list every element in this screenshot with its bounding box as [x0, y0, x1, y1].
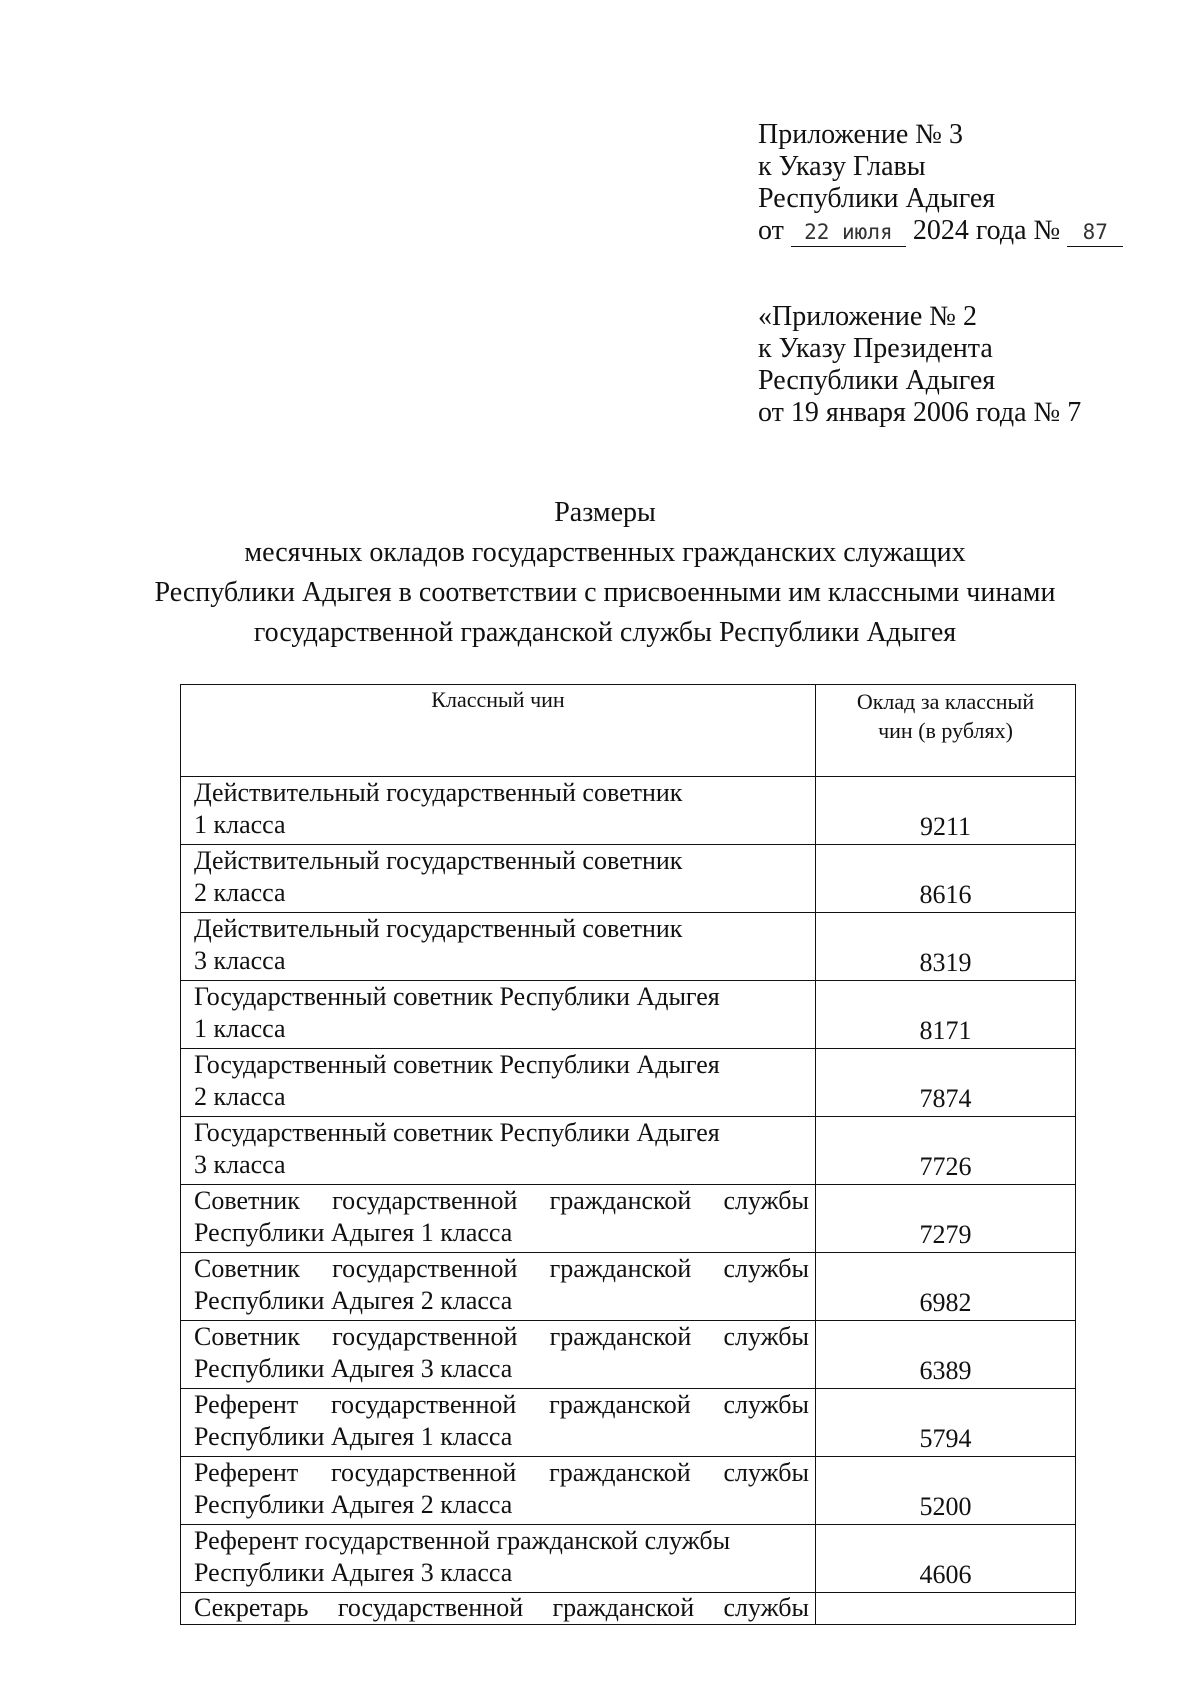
rank-line1: Действительный государственный советник	[194, 914, 683, 943]
salary-cell: 5200	[816, 1457, 1076, 1525]
table-header-row	[181, 685, 1076, 777]
rank-cell	[181, 1117, 816, 1185]
rank-cell	[181, 1049, 816, 1117]
salary-cell: 5794	[816, 1389, 1076, 1457]
rank-line1: Советник государственной гражданской службы	[194, 1186, 809, 1215]
rank-cell	[181, 777, 816, 845]
from-prefix: от	[758, 215, 784, 246]
salary-cell: 6982	[816, 1253, 1076, 1321]
rank-line1: Референт государственной гражданской службы	[194, 1458, 809, 1487]
appendix-3-header	[758, 119, 1123, 247]
title-line4: государственной гражданской службы Республики Адыгея	[253, 617, 957, 648]
rank-line2: Республики Адыгея 3 класса	[194, 1558, 513, 1587]
rank-line1: Советник государственной гражданской службы	[194, 1322, 809, 1351]
table-row	[181, 1049, 1076, 1117]
rank-line2: 1 класса	[194, 810, 286, 839]
rank-line2: Республики Адыгея 3 класса	[194, 1354, 513, 1383]
document-title	[150, 493, 1060, 653]
handwritten-date: 22 июля	[804, 220, 893, 244]
rank-cell	[181, 981, 816, 1049]
salary-cell: 4606	[816, 1525, 1076, 1593]
title-line1: Размеры	[554, 497, 656, 528]
rank-cell	[181, 913, 816, 981]
appendix-3-date-line	[758, 215, 1123, 247]
rank-line1: Референт государственной гражданской службы	[194, 1390, 809, 1419]
column-header-rank: Классный чин	[181, 685, 816, 777]
column-header-salary	[816, 685, 1076, 777]
number-blank	[1067, 219, 1123, 247]
appendix-2-line1: «Приложение № 2	[758, 301, 977, 332]
appendix-2-line2: к Указу Президента	[758, 333, 993, 364]
year-text: 2024 года №	[912, 215, 1061, 246]
rank-line1: Действительный государственный советник	[194, 846, 683, 875]
column-header-salary-line2: чин (в рублях)	[878, 718, 1013, 743]
table-row	[181, 1321, 1076, 1389]
salary-cell: 6389	[816, 1321, 1076, 1389]
rank-line2: Республики Адыгея 1 класса	[194, 1422, 513, 1451]
table-row	[181, 1457, 1076, 1525]
salary-cell: 7874	[816, 1049, 1076, 1117]
rank-cell	[181, 1457, 816, 1525]
salary-cell: 7279	[816, 1185, 1076, 1253]
salary-cell: 9211	[816, 777, 1076, 845]
rank-cell	[181, 1321, 816, 1389]
rank-line2: 2 класса	[194, 878, 286, 907]
rank-cell	[181, 1253, 816, 1321]
table-row	[181, 1525, 1076, 1593]
rank-line2: 3 класса	[194, 1150, 286, 1179]
table-row	[181, 1389, 1076, 1457]
salary-cell: 8171	[816, 981, 1076, 1049]
rank-line1: Государственный советник Республики Адыгея	[194, 982, 720, 1011]
rank-line1: Референт государственной гражданской службы	[194, 1526, 731, 1555]
salary-cell-empty	[816, 1593, 1076, 1625]
rank-line1: Государственный советник Республики Адыгея	[194, 1050, 720, 1079]
appendix-3-line2: к Указу Главы	[758, 151, 926, 182]
handwritten-number: 87	[1082, 220, 1108, 244]
table-row	[181, 1117, 1076, 1185]
rank-line1: Советник государственной гражданской службы	[194, 1254, 809, 1283]
table-row	[181, 1253, 1076, 1321]
appendix-2-header	[758, 301, 1081, 429]
title-line2: месячных окладов государственных гражданских служащих	[244, 537, 966, 568]
salary-table	[180, 684, 1076, 1625]
table-row	[181, 845, 1076, 913]
rank-line2: 1 класса	[194, 1014, 286, 1043]
rank-line2: 3 класса	[194, 946, 286, 975]
table-row	[181, 1185, 1076, 1253]
table-row	[181, 981, 1076, 1049]
rank-cell	[181, 1389, 816, 1457]
rank-line1: Государственный советник Республики Адыгея	[194, 1118, 720, 1147]
appendix-2-line4: от 19 января 2006 года № 7	[758, 397, 1082, 428]
rank-cell	[181, 1593, 816, 1625]
rank-line1: Секретарь государственной гражданской службы	[194, 1593, 809, 1622]
rank-line2: Республики Адыгея 2 класса	[194, 1490, 513, 1519]
salary-cell: 8616	[816, 845, 1076, 913]
appendix-3-line1: Приложение № 3	[758, 119, 963, 150]
rank-cell	[181, 1185, 816, 1253]
rank-cell	[181, 1525, 816, 1593]
rank-line2: Республики Адыгея 2 класса	[194, 1286, 513, 1315]
appendix-2-line3: Республики Адыгея	[758, 365, 996, 396]
rank-line2: 2 класса	[194, 1082, 286, 1111]
rank-line1: Действительный государственный советник	[194, 778, 683, 807]
table-row	[181, 913, 1076, 981]
appendix-3-line3: Республики Адыгея	[758, 183, 996, 214]
date-blank	[791, 219, 906, 247]
table-row	[181, 777, 1076, 845]
salary-cell: 8319	[816, 913, 1076, 981]
title-line3: Республики Адыгея в соответствии с присвоенными им классными чинами	[154, 577, 1056, 608]
table-row-partial	[181, 1593, 1076, 1625]
column-header-salary-line1: Оклад за классный	[856, 689, 1035, 714]
rank-cell	[181, 845, 816, 913]
rank-line2: Республики Адыгея 1 класса	[194, 1218, 513, 1247]
salary-cell: 7726	[816, 1117, 1076, 1185]
